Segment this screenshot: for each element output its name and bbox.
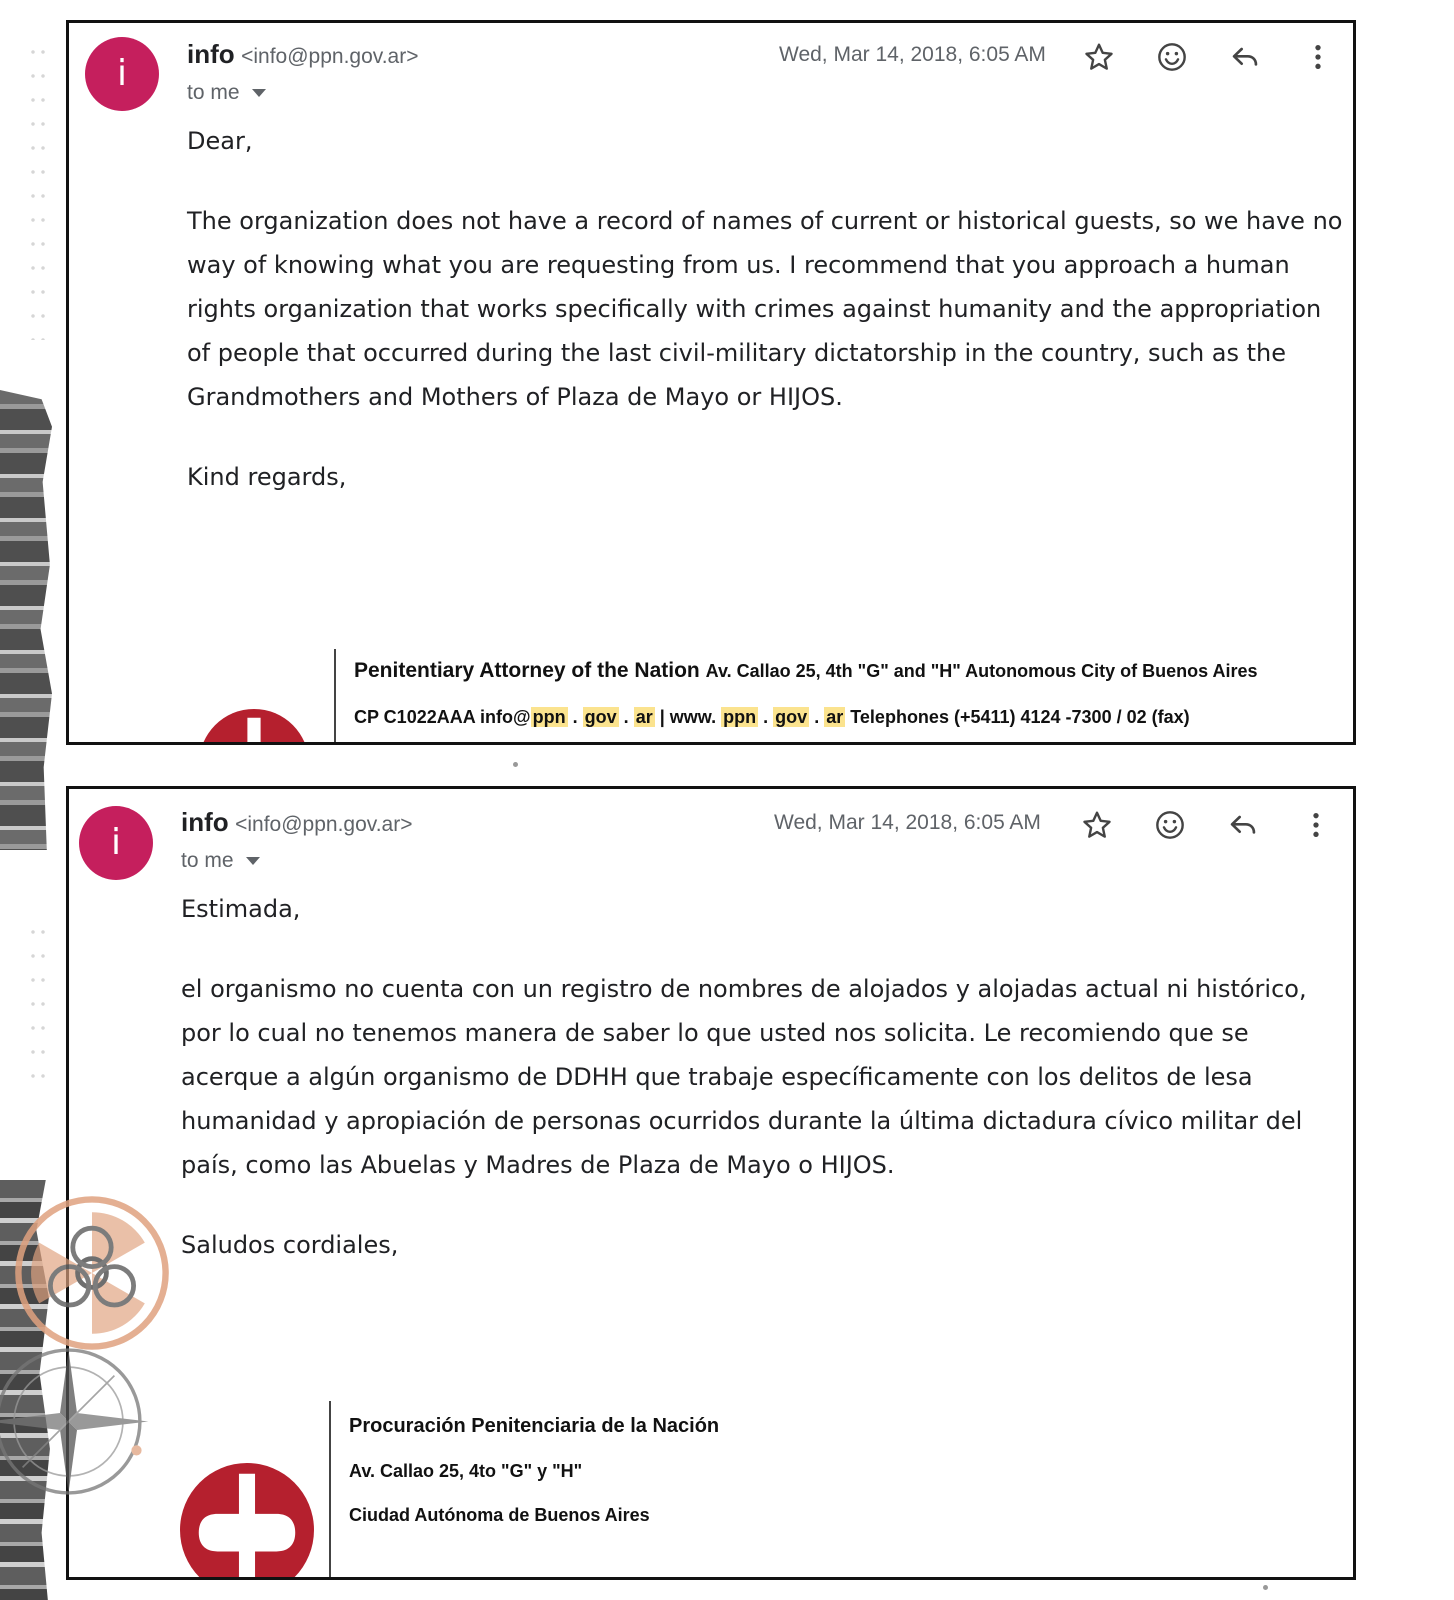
highlight-ar: ar [635, 707, 653, 727]
email-closing: Kind regards, [187, 463, 347, 491]
signature-org: Procuración Penitenciaria de la Nación [349, 1415, 720, 1437]
sender-name[interactable]: info [187, 39, 235, 69]
ppn-logo-icon [199, 709, 309, 745]
email-greeting: Dear, [187, 127, 253, 155]
email-closing: Saludos cordiales, [181, 1231, 399, 1259]
email-paragraph: el organismo no cuenta con un registro de nombres de alojados y alojadas actual ni histórico, por lo cual no tenemos manera de saber lo que usted nos solicita. Le recomiendo que se acerque a algún organismo de DDHH que trabaje específicamente con los delitos de lesa humanidad y apropiación de personas ocurridos durante la última dictadura cívico militar del país, como las Abuelas y Madres de Plaza de Mayo o HIJOS. [181, 975, 1307, 1179]
email-actions [1081, 39, 1336, 75]
chevron-down-icon[interactable] [252, 89, 266, 97]
reply-button[interactable] [1227, 39, 1263, 75]
scan-specks [28, 920, 46, 1080]
email-body [187, 127, 1347, 491]
signature-org: Penitentiary Attorney of the Nation [354, 659, 700, 682]
more-vert-icon [1300, 809, 1332, 841]
email-date: Wed, Mar 14, 2018, 6:05 AM [779, 43, 1046, 66]
signature-line-1 [354, 659, 1257, 683]
highlight-ppn: ppn [723, 707, 757, 727]
scan-dot [513, 762, 518, 767]
email-greeting: Estimada, [181, 895, 301, 923]
highlight-gov: gov [584, 707, 617, 727]
more-vert-icon [1302, 41, 1334, 73]
signature-divider [334, 649, 336, 745]
email-card-spanish [66, 786, 1356, 1580]
star-button[interactable] [1079, 807, 1115, 843]
signature-address: Av. Callao 25, 4to "G" y "H" [349, 1461, 583, 1481]
sender-name[interactable]: info [181, 807, 229, 837]
ppn-logo-icon [180, 1463, 314, 1580]
signature-city: Ciudad Autónoma de Buenos Aires [349, 1505, 650, 1525]
star-button[interactable] [1081, 39, 1117, 75]
emoji-icon [1154, 809, 1186, 841]
recipient-label: to me [181, 849, 234, 872]
sender-avatar[interactable]: i [85, 37, 159, 111]
email-card-english [66, 20, 1356, 745]
reply-button[interactable] [1225, 807, 1261, 843]
more-options-button[interactable] [1300, 39, 1336, 75]
emoji-button[interactable] [1154, 39, 1190, 75]
highlight-gov: gov [775, 707, 808, 727]
email-paragraph: The organization does not have a record of names of current or historical guests, so we have no way of knowing what you are requesting from us. I recommend that you approach a human rights organization that works specifically with crimes against humanity and the appropriation of people that occurred during the last civil-military dictatorship in the country, such as the Grandmothers and Mothers of Plaza de Mayo or HIJOS. [187, 207, 1343, 411]
signature-web-sep: | www. [659, 707, 717, 727]
recipient-label: to me [187, 81, 240, 104]
signature-address: Av. Callao 25, 4th "G" and "H" Autonomous City of Buenos Aires [705, 661, 1258, 681]
sender-email: <info@ppn.gov.ar> [235, 813, 413, 836]
sender [187, 39, 419, 70]
scan-specks [28, 40, 46, 340]
emoji-icon [1156, 41, 1188, 73]
email-actions [1079, 807, 1334, 843]
reply-icon [1227, 809, 1259, 841]
signature-divider [329, 1401, 331, 1580]
signature-line-2: CP C1022AAA info@ ppn . gov . ar | www. ppn . gov . ar Telephones (+5411) 4124 -7300 / 02 (fax) [354, 707, 1190, 727]
sender-avatar[interactable]: i [79, 806, 153, 880]
compass-rose-icon [0, 1345, 162, 1515]
biohazard-stamp-icon [12, 1193, 172, 1353]
recipient-dropdown[interactable] [181, 849, 260, 873]
email-date: Wed, Mar 14, 2018, 6:05 AM [774, 811, 1041, 834]
reply-icon [1229, 41, 1261, 73]
email-body [181, 895, 1341, 1259]
highlight-ppn: ppn [532, 707, 566, 727]
sender [181, 807, 413, 838]
star-icon [1083, 41, 1115, 73]
signature-telephones: Telephones (+5411) 4124 -7300 / 02 (fax) [850, 707, 1190, 727]
star-icon [1081, 809, 1113, 841]
scan-dot [1263, 1585, 1268, 1590]
emoji-button[interactable] [1152, 807, 1188, 843]
chevron-down-icon[interactable] [246, 857, 260, 865]
recipient-dropdown[interactable] [187, 81, 266, 105]
highlight-ar: ar [826, 707, 844, 727]
sender-email: <info@ppn.gov.ar> [241, 45, 419, 68]
signature-postal-email: CP C1022AAA info@ [354, 707, 531, 727]
more-options-button[interactable] [1298, 807, 1334, 843]
scan-artifact [0, 390, 52, 850]
